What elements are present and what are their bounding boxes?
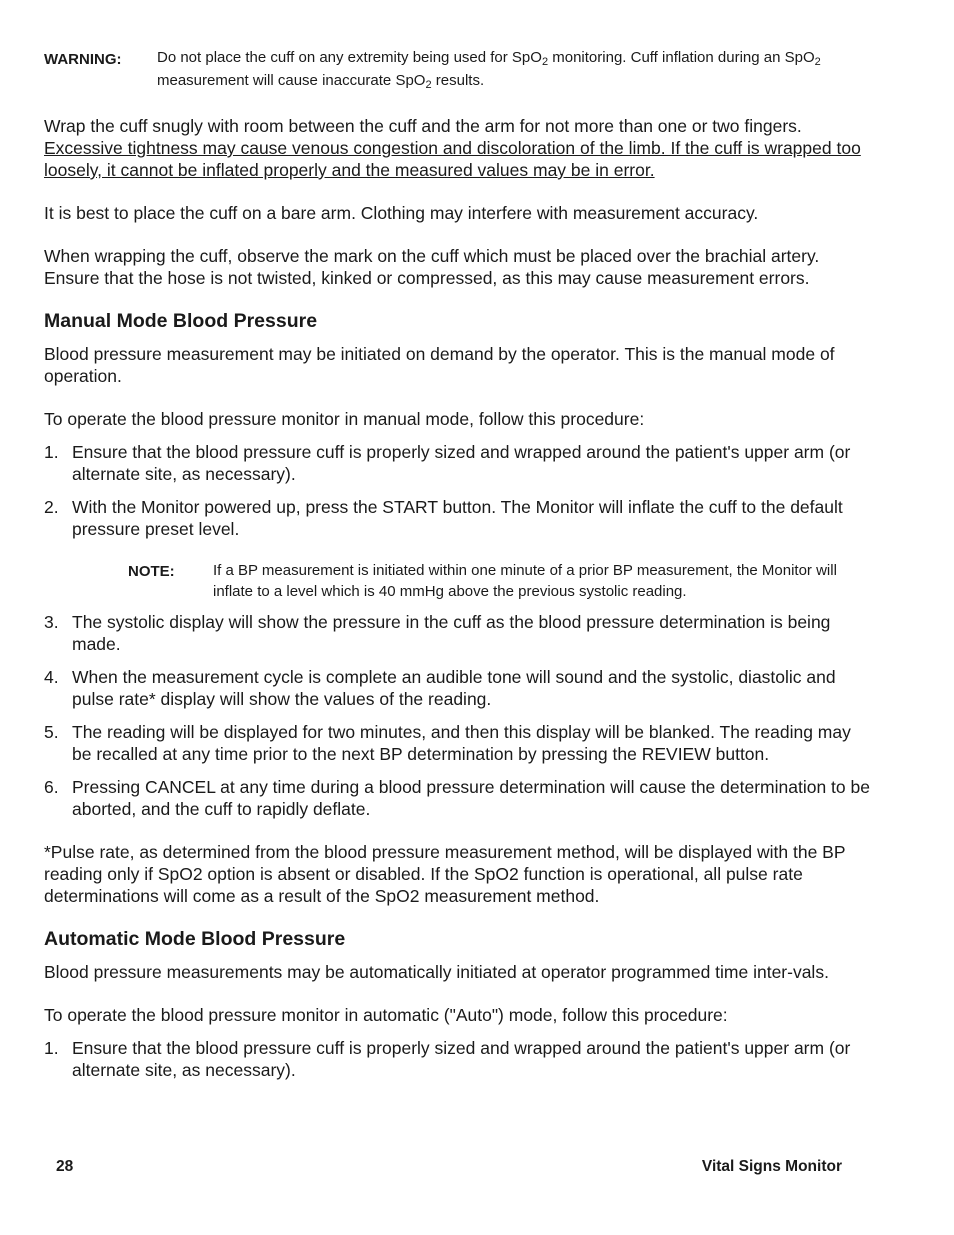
list-number: 4.	[44, 667, 59, 687]
list-item	[44, 666, 870, 710]
warning-text-part: Do not place the cuff on any extremity being used for SpO	[157, 49, 542, 66]
list-number: 6.	[44, 777, 59, 797]
list-text: Ensure that the blood pressure cuff is properly sized and wrapped around the patient's upper arm (or alternate site, as necessary).	[72, 1038, 851, 1080]
warning-text-part: monitoring. Cuff inflation during an SpO	[548, 49, 815, 66]
list-text: The reading will be displayed for two minutes, and then this display will be blanked. The reading may be recalled at any time prior to the next BP determination by pressing the REVIEW button.	[72, 722, 851, 764]
list-number: 3.	[44, 612, 59, 632]
page-number: 28	[56, 1158, 74, 1175]
list-text: With the Monitor powered up, press the START button. The Monitor will inflate the cuff to the default pressure preset level.	[72, 497, 843, 539]
list-text: Pressing CANCEL at any time during a blood pressure determination will cause the determination to be aborted, and the cuff to rapidly deflate.	[72, 777, 870, 819]
wrap-text: Wrap the cuff snugly with room between the cuff and the arm for not more than one or two fingers.	[44, 116, 802, 136]
list-item	[44, 721, 870, 765]
list-item	[44, 611, 870, 655]
manual-intro: Blood pressure measurement may be initiated on demand by the operator. This is the manual mode of operation.	[44, 344, 835, 386]
list-item	[44, 1037, 870, 1081]
document-page	[44, 46, 870, 1081]
manual-mode-heading: Manual Mode Blood Pressure	[44, 310, 318, 332]
list-item	[44, 776, 870, 820]
list-number: 5.	[44, 722, 59, 742]
warning-text	[157, 46, 870, 92]
automatic-intro: Blood pressure measurements may be automatically initiated at operator programmed time inter-vals.	[44, 962, 829, 982]
wrap-warning-underlined: Excessive tightness may cause venous congestion and discoloration of the limb. If the cuff is wrapped too loosely, it cannot be inflated properly and the measured values may be in error.	[44, 138, 861, 180]
warning-text-part: results.	[431, 72, 485, 89]
warning-block	[44, 46, 870, 92]
note-label: NOTE:	[128, 563, 175, 580]
note-block	[128, 560, 870, 602]
subscript: 2	[425, 79, 432, 91]
subscript: 2	[541, 56, 549, 68]
warning-text-part: measurement will cause inaccurate SpO	[157, 72, 426, 89]
warning-label: WARNING:	[44, 51, 122, 68]
list-text: When the measurement cycle is complete an audible tone will sound and the systolic, diastolic and pulse rate* display will show the values of the reading.	[72, 667, 836, 709]
document-title-footer: Vital Signs Monitor	[701, 1158, 842, 1175]
list-number: 1.	[44, 1038, 59, 1058]
list-number: 2.	[44, 497, 59, 517]
bare-arm-paragraph: It is best to place the cuff on a bare arm. Clothing may interfere with measurement accuracy.	[44, 203, 759, 223]
automatic-mode-heading: Automatic Mode Blood Pressure	[44, 928, 346, 950]
automatic-procedure: To operate the blood pressure monitor in automatic ("Auto") mode, follow this procedure:	[44, 1005, 728, 1025]
pulse-rate-footnote: *Pulse rate, as determined from the blood pressure measurement method, will be displayed with the BP reading only if SpO2 option is absent or disabled. If the SpO2 function is operational, all pulse rate determinations will come as a result of the SpO2 measurement method.	[44, 842, 846, 906]
manual-procedure: To operate the blood pressure monitor in manual mode, follow this procedure:	[44, 409, 645, 429]
wrap-paragraph	[44, 115, 870, 181]
list-number: 1.	[44, 442, 59, 462]
list-text: Ensure that the blood pressure cuff is properly sized and wrapped around the patient's upper arm (or alternate site, as necessary).	[72, 442, 851, 484]
list-text: The systolic display will show the pressure in the cuff as the blood pressure determination is being made.	[72, 612, 831, 654]
cuff-mark-paragraph: When wrapping the cuff, observe the mark on the cuff which must be placed over the brachial artery. Ensure that the hose is not twisted, kinked or compressed, as this may cause measurement errors.	[44, 246, 820, 288]
list-item	[44, 441, 870, 485]
note-text: If a BP measurement is initiated within one minute of a prior BP measurement, the Monitor will inflate to a level which is 40 mmHg above the previous systolic reading.	[213, 562, 837, 600]
list-item	[44, 496, 870, 540]
subscript: 2	[814, 56, 821, 68]
